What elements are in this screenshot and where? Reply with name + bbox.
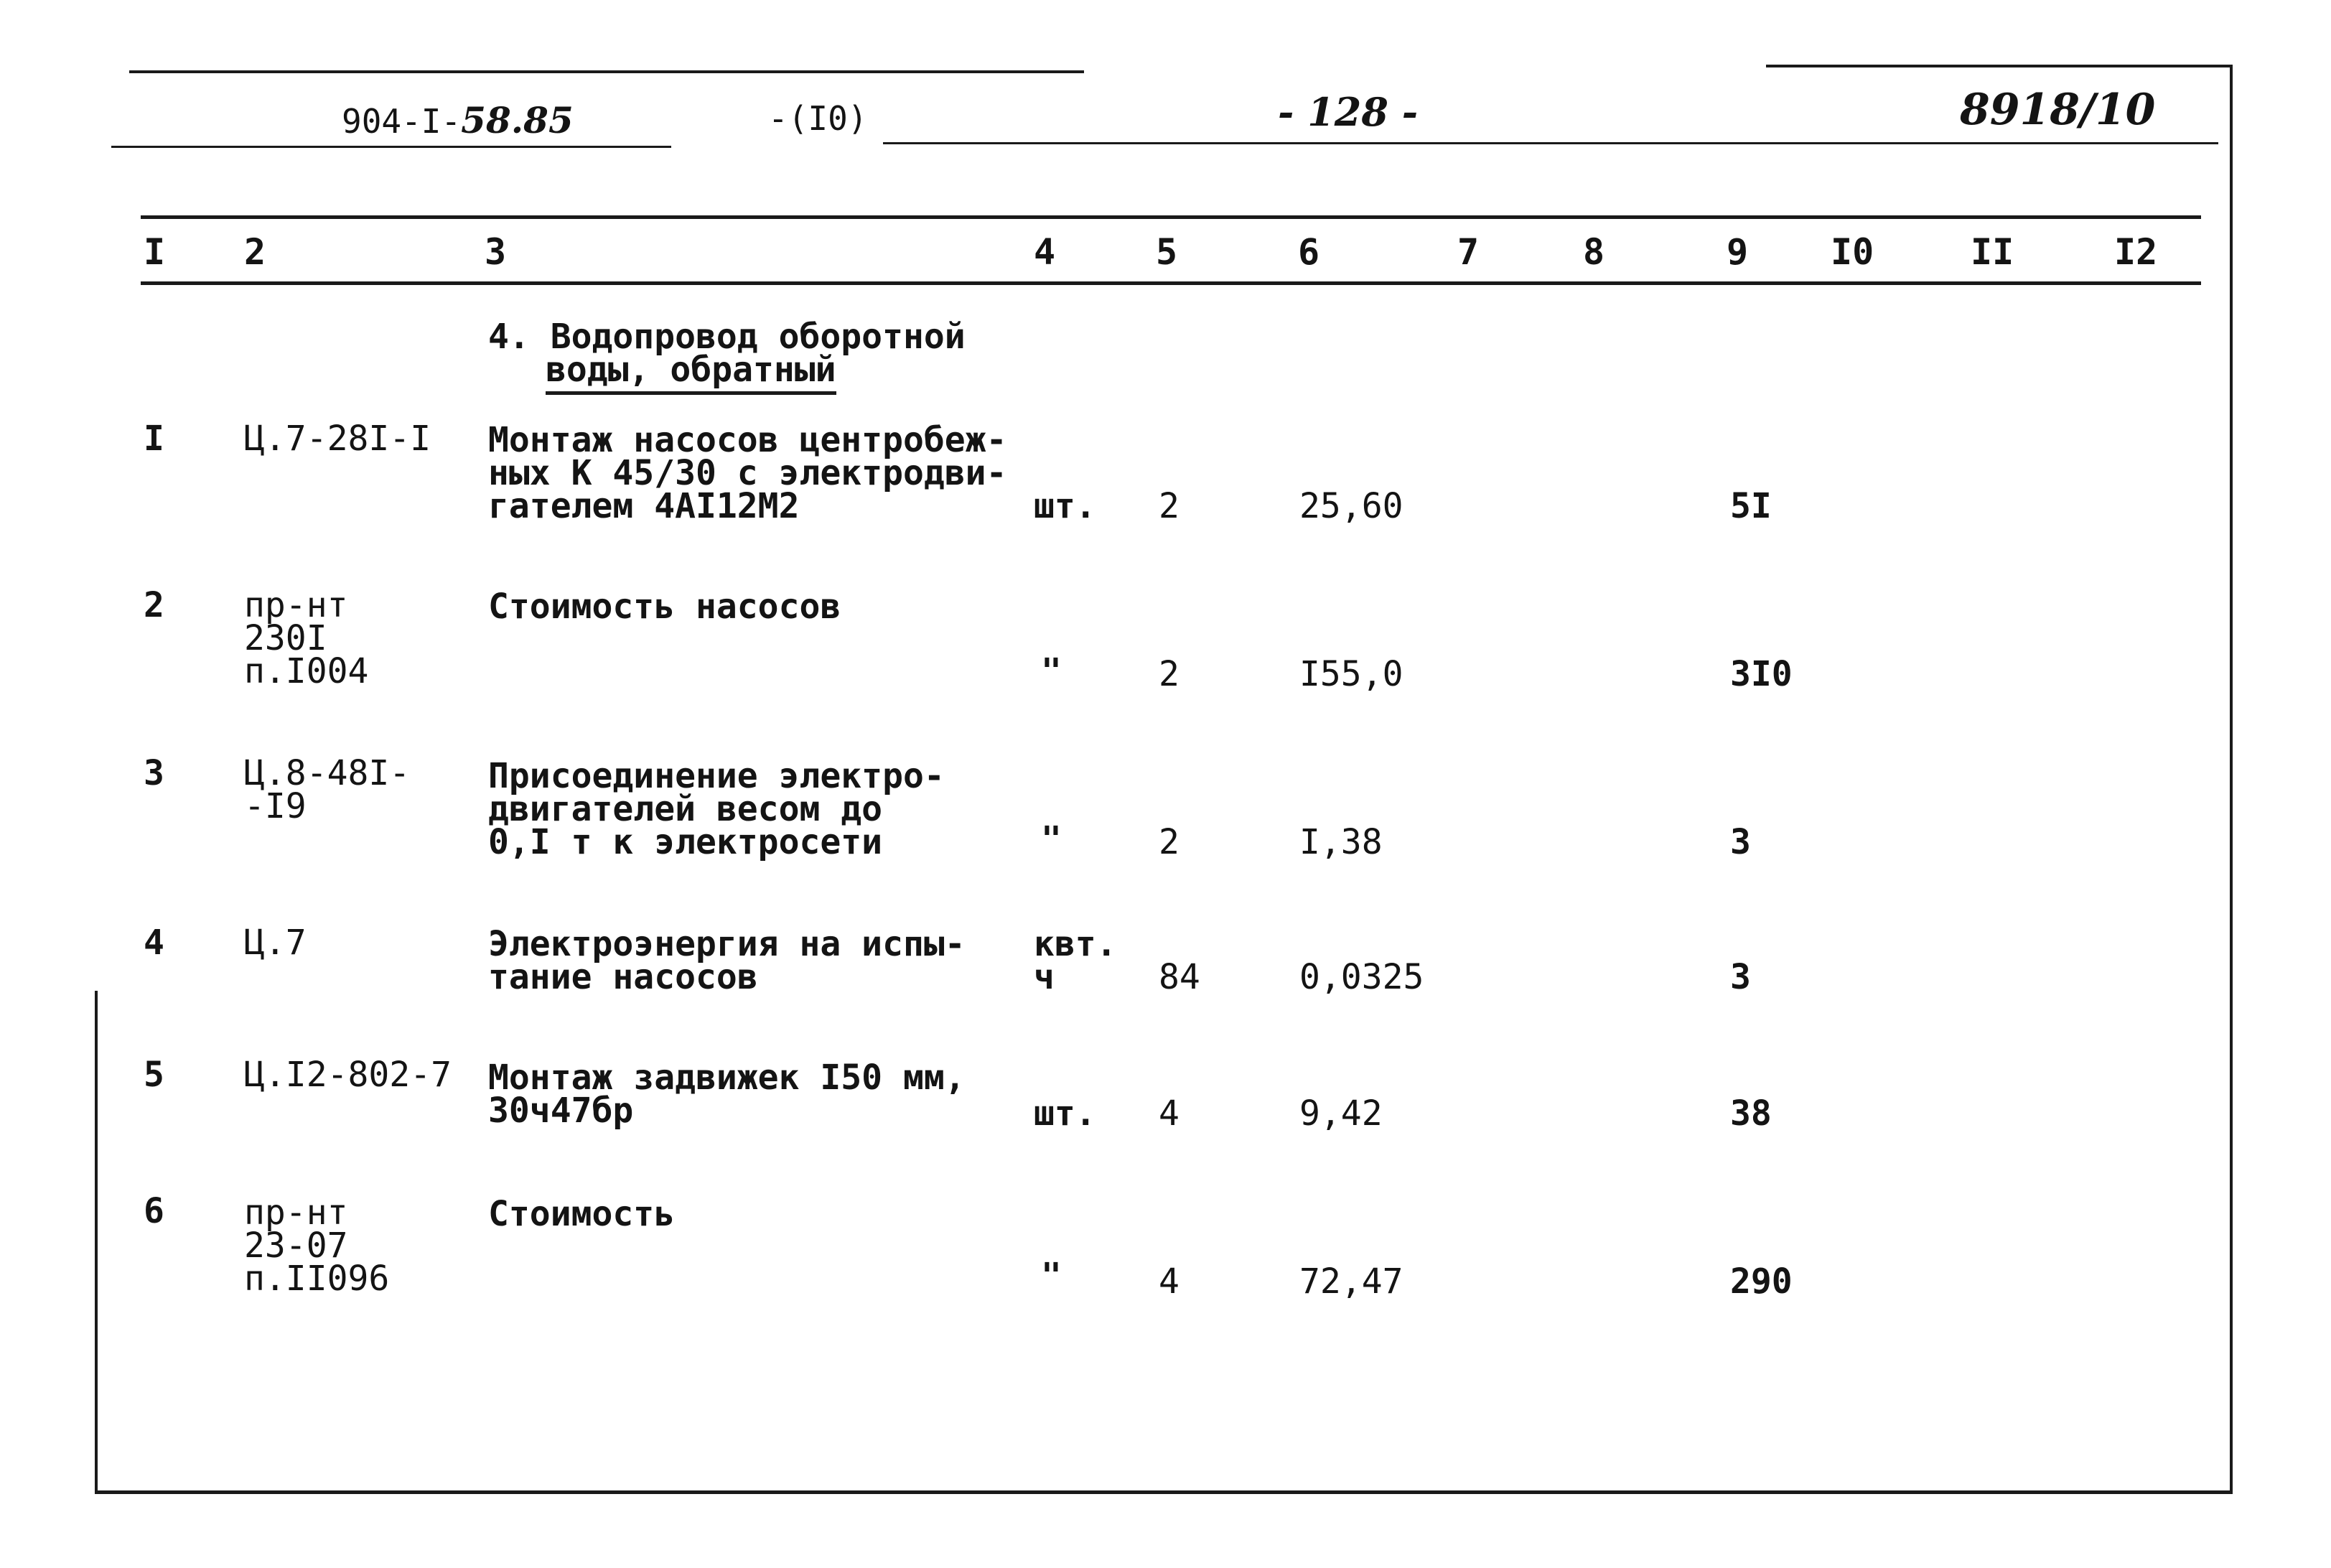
- sheet-suffix: -(I0): [768, 99, 868, 138]
- row-code-line: Ц.7: [244, 923, 307, 963]
- col-header-12: I2: [2114, 231, 2158, 273]
- row-unit: шт.: [1034, 1093, 1096, 1134]
- row-number: 3: [144, 753, 164, 793]
- row-qty: 2: [1159, 486, 1179, 526]
- row-number: I: [144, 419, 164, 459]
- row-price: 72,47: [1299, 1261, 1403, 1302]
- table-header-rule: [141, 281, 2201, 285]
- row-code-line: п.I004: [244, 651, 369, 691]
- row-desc-line: гателем 4АI12М2: [488, 486, 800, 526]
- row-total: 3I0: [1730, 654, 1793, 694]
- row-desc-line: Стоимость: [488, 1194, 676, 1234]
- section-title-line1: 4. Водопровод оборотной: [488, 317, 966, 357]
- row-desc-line: Электроэнергия на испы-: [488, 924, 966, 964]
- row-number: 2: [144, 585, 164, 625]
- header-underline: [883, 142, 2218, 144]
- row-qty: 84: [1159, 957, 1200, 997]
- row-desc-line: двигателей весом до: [488, 789, 883, 829]
- row-price: I55,0: [1299, 654, 1403, 694]
- row-price: 25,60: [1299, 486, 1403, 526]
- row-number: 5: [144, 1055, 164, 1095]
- col-header-9: 9: [1727, 231, 1749, 273]
- row-price: 0,0325: [1299, 957, 1424, 997]
- doc-code-handwritten: 58.85: [461, 99, 574, 141]
- section-title-line2: [546, 350, 836, 390]
- row-desc-line: Присоединение электро-: [488, 756, 945, 796]
- row-code-line: -I9: [244, 786, 307, 826]
- section-title-line2-text: воды, обратный: [546, 350, 836, 395]
- col-header-5: 5: [1156, 231, 1178, 273]
- col-header-3: 3: [485, 231, 507, 273]
- row-desc-line: 30ч47бр: [488, 1091, 634, 1131]
- row-total: 38: [1730, 1093, 1772, 1134]
- archive-number: 8918/10: [1960, 85, 2156, 135]
- row-total: 3: [1730, 957, 1751, 997]
- frame-bottom-line: [95, 1490, 2233, 1494]
- row-code-line: пр-нт: [244, 1193, 348, 1233]
- col-header-2: 2: [244, 231, 266, 273]
- row-desc-line: Монтаж насосов центробеж-: [488, 420, 1007, 460]
- row-code-line: 230I: [244, 618, 327, 658]
- frame-top-line-right: [1766, 65, 2233, 67]
- row-qty: 2: [1159, 822, 1179, 862]
- row-unit: шт.: [1034, 486, 1096, 526]
- col-header-6: 6: [1298, 231, 1320, 273]
- row-unit: квт.: [1034, 924, 1117, 964]
- row-code-line: Ц.8-48I-: [244, 753, 411, 793]
- row-number: 6: [144, 1191, 164, 1231]
- row-qty: 4: [1159, 1093, 1179, 1134]
- frame-top-line-left: [129, 70, 1084, 73]
- col-header-4: 4: [1034, 231, 1056, 273]
- row-desc-line: Монтаж задвижек I50 мм,: [488, 1058, 966, 1098]
- row-desc-line: Стоимость насосов: [488, 587, 841, 627]
- row-code-line: 23-07: [244, 1226, 348, 1266]
- row-desc-line: 0,I т к электросети: [488, 822, 883, 862]
- row-desc-line: ных К 45/30 с электродви-: [488, 453, 1007, 493]
- frame-right-line: [2230, 65, 2233, 1493]
- row-total: 5I: [1730, 486, 1772, 526]
- row-code-line: Ц.I2-802-7: [244, 1055, 452, 1095]
- doc-code-underline: [111, 146, 671, 148]
- col-header-7: 7: [1457, 231, 1480, 273]
- col-header-8: 8: [1583, 231, 1605, 273]
- col-header-1: I: [144, 231, 166, 273]
- row-unit: ч: [1034, 957, 1055, 997]
- row-price: I,38: [1299, 822, 1383, 862]
- row-number: 4: [144, 923, 164, 963]
- row-unit: ": [1041, 819, 1062, 859]
- row-desc-line: тание насосов: [488, 957, 758, 997]
- table-top-rule: [141, 215, 2201, 219]
- doc-code-prefix: 904-I-: [342, 102, 462, 141]
- row-qty: 2: [1159, 654, 1179, 694]
- doc-code: [342, 99, 574, 141]
- row-qty: 4: [1159, 1261, 1179, 1302]
- row-total: 290: [1730, 1261, 1793, 1302]
- col-header-11: II: [1971, 231, 2014, 273]
- row-unit: ": [1041, 1256, 1062, 1296]
- col-header-10: I0: [1831, 231, 1874, 273]
- row-unit: ": [1041, 651, 1062, 691]
- row-code-line: п.II096: [244, 1259, 390, 1299]
- row-price: 9,42: [1299, 1093, 1383, 1134]
- row-code-line: пр-нт: [244, 585, 348, 625]
- row-code-line: Ц.7-28I-I: [244, 419, 431, 459]
- row-total: 3: [1730, 822, 1751, 862]
- frame-left-line: [95, 991, 98, 1493]
- page-number: - 128 -: [1278, 89, 1419, 135]
